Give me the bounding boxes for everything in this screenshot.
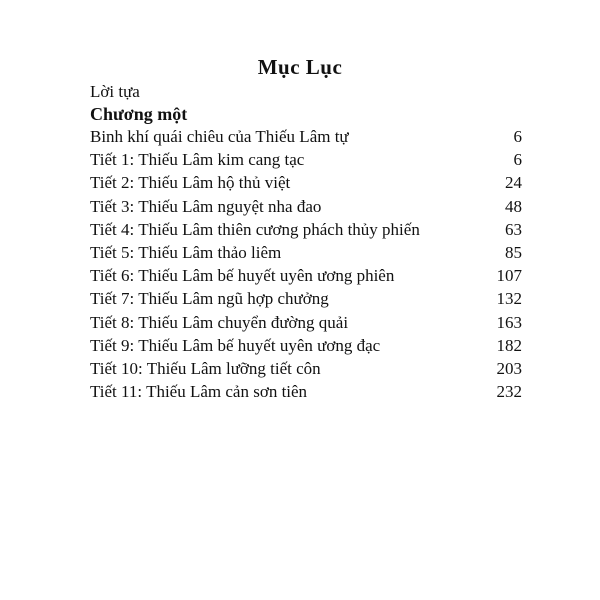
- toc-entry-title: Binh khí quái chiêu của Thiếu Lâm tự: [90, 127, 349, 146]
- toc-entry-title: Tiết 8: Thiếu Lâm chuyển đường quải: [90, 312, 349, 332]
- toc-entry: [90, 264, 522, 287]
- page-title: Mục Lục: [257, 55, 343, 79]
- toc-entry: [90, 334, 522, 357]
- toc-entry: [90, 218, 522, 241]
- toc-entry-page: 6: [513, 127, 522, 146]
- toc-entry-title: Tiết 5: Thiếu Lâm thảo liêm: [90, 242, 282, 262]
- preface-heading: Lời tựa: [90, 82, 140, 101]
- toc-entry-page: 203: [496, 358, 522, 378]
- chapter-heading: Chương một: [90, 104, 188, 124]
- toc-entry: [90, 357, 522, 380]
- toc-entry: [90, 380, 522, 403]
- toc-entry-page: 48: [505, 196, 522, 216]
- toc-entry-title: Tiết 10: Thiếu Lâm lưỡng tiết côn: [90, 358, 321, 378]
- toc-entry-page: 107: [496, 266, 522, 286]
- toc-entry-title: Tiết 7: Thiếu Lâm ngũ hợp chưởng: [90, 289, 329, 309]
- toc-entry-title: Tiết 2: Thiếu Lâm hộ thủ việt: [90, 173, 291, 193]
- toc-entry-page: 232: [496, 382, 522, 402]
- toc-entry: [90, 287, 522, 310]
- toc-entry-title: Tiết 6: Thiếu Lâm bế huyết uyên ương phiên: [90, 266, 395, 286]
- toc-entry-title: Tiết 4: Thiếu Lâm thiên cương phách thủy phiến: [90, 219, 420, 239]
- toc-entry: [90, 241, 522, 264]
- toc-entry-page: 132: [496, 289, 522, 309]
- toc-entry: [90, 171, 522, 194]
- toc-entry: [90, 195, 522, 218]
- toc-entry-page: 163: [496, 312, 522, 332]
- toc-entry-title: Tiết 3: Thiếu Lâm nguyệt nha đao: [90, 196, 322, 216]
- toc-entry: [90, 125, 522, 148]
- toc-list: [90, 125, 522, 403]
- toc-entry: [90, 148, 522, 171]
- toc-entry-page: 24: [505, 173, 522, 193]
- toc-entry-page: 63: [505, 219, 522, 239]
- toc-entry-title: Tiết 1: Thiếu Lâm kim cang tạc: [90, 150, 305, 170]
- toc-entry-page: 85: [505, 242, 522, 262]
- toc-entry-page: 182: [496, 335, 522, 355]
- toc-entry-title: Tiết 11: Thiếu Lâm cản sơn tiên: [90, 382, 308, 402]
- toc-entry-title: Tiết 9: Thiếu Lâm bế huyết uyên ương đạc: [90, 335, 381, 355]
- toc-entry-page: 6: [513, 150, 522, 170]
- toc-entry: [90, 311, 522, 334]
